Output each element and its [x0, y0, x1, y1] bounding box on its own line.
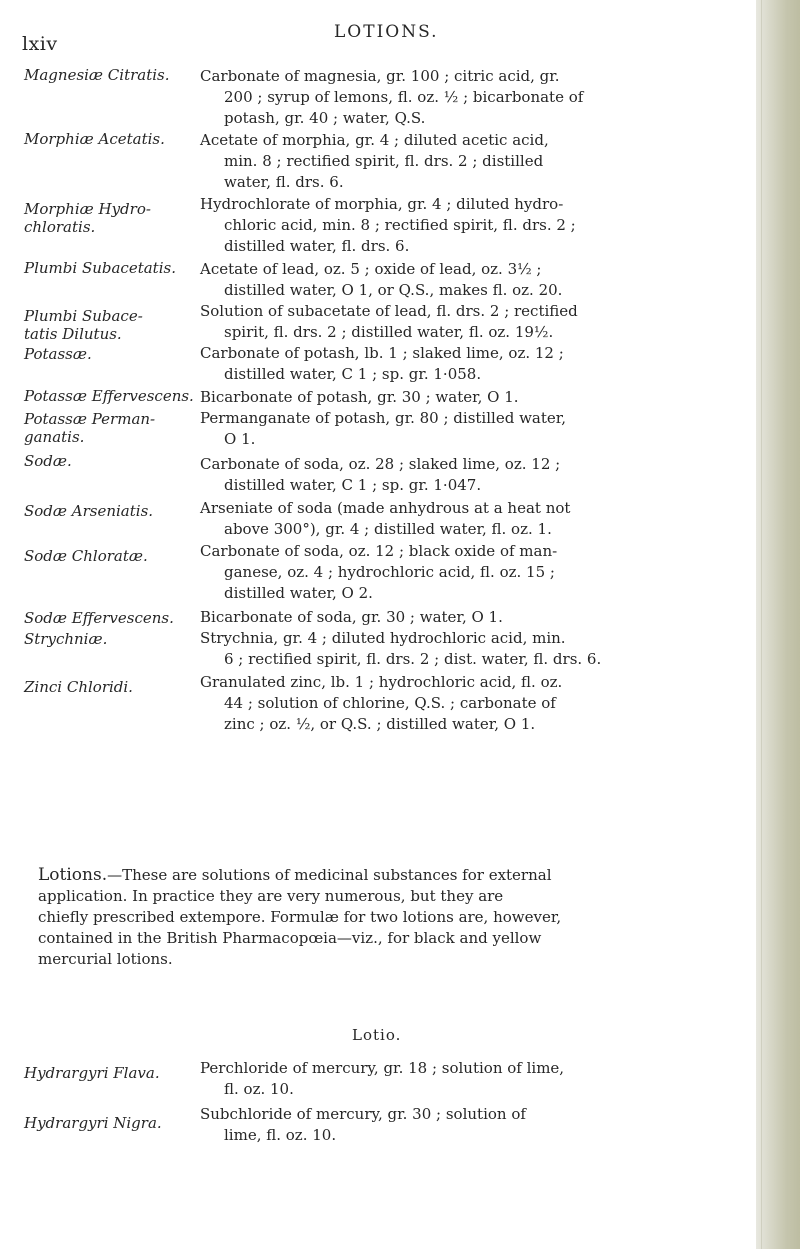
entry-latin-name: Plumbi Subace- tatis Dilutus.: [24, 307, 143, 343]
page-number: lxiv: [22, 33, 58, 55]
entry-description: Acetate of morphia, gr. 4 ; diluted acetic acid, min. 8 ; rectified spirit, fl. drs. 2 ; distilled water, fl. drs. 6.: [200, 131, 549, 191]
entry-description: Solution of subacetate of lead, fl. drs. 2 ; rectified spirit, fl. drs. 2 ; distilled water, fl. oz. 19½.: [200, 302, 578, 341]
entry-latin-name: Plumbi Subacetatis.: [24, 259, 176, 277]
entry-latin-name: Potassæ Effervescens.: [24, 387, 194, 405]
lotio-heading: Lotio.: [352, 1026, 402, 1044]
entry-description: Bicarbonate of soda, gr. 30 ; water, O 1.: [200, 608, 503, 626]
entry-latin-name: Hydrargyri Flava.: [24, 1064, 160, 1082]
entry-latin-name: Morphiæ Hydro- chloratis.: [24, 200, 151, 236]
entry-description: Acetate of lead, oz. 5 ; oxide of lead, oz. 3½ ; distilled water, O 1, or Q.S., makes fl. oz. 20.: [200, 260, 563, 299]
entry-description: Perchloride of mercury, gr. 18 ; solution of lime, fl. oz. 10.: [200, 1059, 565, 1098]
page-edge-line: [761, 0, 762, 1249]
entry-description: Strychnia, gr. 4 ; diluted hydrochloric acid, min. 6 ; rectified spirit, fl. drs. 2 ; dist. water, fl. drs. 6.: [200, 629, 602, 668]
entry-description: Hydrochlorate of morphia, gr. 4 ; diluted hydro- chloric acid, min. 8 ; rectified spirit, fl. drs. 2 ; distilled water, fl. drs. 6.: [200, 195, 576, 255]
entry-latin-name: Magnesiæ Citratis.: [24, 66, 170, 84]
entry-description: Bicarbonate of potash, gr. 30 ; water, O 1.: [200, 388, 519, 406]
entry-latin-name: Sodæ Chloratæ.: [24, 547, 148, 565]
entry-description: Granulated zinc, lb. 1 ; hydrochloric acid, fl. oz. 44 ; solution of chlorine, Q.S. ; carbonate of zinc ; oz. ½, or Q.S. ; distilled water, O 1.: [200, 673, 563, 733]
entry-description: Carbonate of soda, oz. 28 ; slaked lime, oz. 12 ; distilled water, C 1 ; sp. gr. 1·047.: [200, 455, 561, 494]
entry-description: Carbonate of potash, lb. 1 ; slaked lime, oz. 12 ; distilled water, C 1 ; sp. gr. 1·058.: [200, 344, 564, 383]
entry-latin-name: Hydrargyri Nigra.: [24, 1114, 162, 1132]
page-edge: [756, 0, 800, 1249]
running-title: LOTIONS.: [334, 22, 439, 42]
entry-description: Arseniate of soda (made anhydrous at a heat not above 300°), gr. 4 ; distilled water, fl. oz. 1.: [200, 499, 571, 538]
entry-latin-name: Potassæ Perman- ganatis.: [24, 410, 156, 446]
entry-latin-name: Potassæ.: [24, 345, 92, 363]
entry-description: Carbonate of magnesia, gr. 100 ; citric acid, gr. 200 ; syrup of lemons, fl. oz. ½ ; bicarbonate of potash, gr. 40 ; water, Q.S.: [200, 67, 584, 127]
entry-latin-name: Zinci Chloridi.: [24, 678, 133, 696]
entry-latin-name: Morphiæ Acetatis.: [24, 130, 165, 148]
entry-latin-name: Sodæ Arseniatis.: [24, 502, 154, 520]
entry-latin-name: Strychniæ.: [24, 630, 108, 648]
lotions-paragraph: Lotions.—These are solutions of medicinal substances for external application. In practice they are very numerous, but they are chiefly prescribed extempore. Formulæ for two lotions are, however, contained in the British Pharmacopœia—viz., for black and yellow mercurial lotions.: [38, 865, 562, 968]
entry-description: Subchloride of mercury, gr. 30 ; solution of lime, fl. oz. 10.: [200, 1105, 526, 1144]
entry-latin-name: Sodæ Effervescens.: [24, 609, 174, 627]
entry-description: Permanganate of potash, gr. 80 ; distilled water, O 1.: [200, 409, 567, 448]
paragraph-lead: Lotions.: [38, 865, 108, 885]
entry-description: Carbonate of soda, oz. 12 ; black oxide of man- ganese, oz. 4 ; hydrochloric acid, fl. oz. 15 ; distilled water, O 2.: [200, 542, 558, 602]
entry-latin-name: Sodæ.: [24, 452, 72, 470]
